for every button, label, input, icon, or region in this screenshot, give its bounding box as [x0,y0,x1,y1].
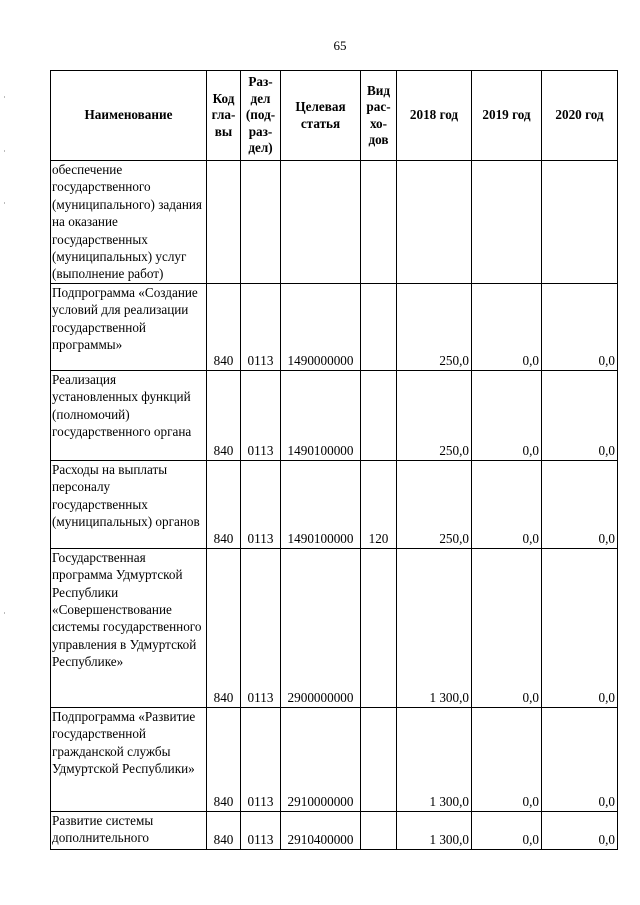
table-row [51,707,618,811]
table-row [51,460,618,548]
row-value-2020: 0,0 [542,283,618,370]
row-chapter-code: 840 [207,370,241,460]
row-chapter-code: 840 [207,460,241,548]
header-name: Наименование [51,71,207,161]
row-chapter-code: 840 [207,283,241,370]
scan-mark [4,150,5,152]
row-value-2020 [542,161,618,284]
row-name: Государственная программа Удмуртской Республики «Совершенствование системы государственного управления в Удмуртской Республике» [51,548,207,707]
scan-mark [4,612,5,614]
row-value-2019: 0,0 [472,707,542,811]
row-target-article: 2910400000 [281,811,361,849]
row-expense-type [361,283,397,370]
row-expense-type [361,161,397,284]
row-name: Развитие системы дополнительного [51,811,207,849]
row-chapter-code [207,161,241,284]
row-target-article [281,161,361,284]
row-name: обеспечение государственного (муниципального) задания на оказание государственных (муниципальных) услуг (выполнение работ) [51,161,207,284]
row-value-2020: 0,0 [542,460,618,548]
row-value-2019: 0,0 [472,370,542,460]
header-section-code: Раз- дел (под- раз- дел) [241,71,281,161]
row-value-2018: 250,0 [397,460,472,548]
scan-mark [4,202,5,204]
row-expense-type [361,548,397,707]
row-value-2020: 0,0 [542,370,618,460]
row-expense-type: 120 [361,460,397,548]
table-row [51,283,618,370]
row-value-2018: 250,0 [397,283,472,370]
row-value-2020: 0,0 [542,811,618,849]
row-value-2019: 0,0 [472,811,542,849]
row-target-article: 1490100000 [281,370,361,460]
row-value-2019: 0,0 [472,460,542,548]
row-target-article: 1490000000 [281,283,361,370]
row-value-2019: 0,0 [472,548,542,707]
row-chapter-code: 840 [207,548,241,707]
header-row [51,71,618,161]
row-value-2019: 0,0 [472,283,542,370]
table-row [51,548,618,707]
row-value-2018: 1 300,0 [397,811,472,849]
row-section-code: 0113 [241,283,281,370]
row-name: Подпрограмма «Развитие государственной гражданской службы Удмуртской Республики» [51,707,207,811]
row-expense-type [361,707,397,811]
table-row [51,161,618,284]
row-section-code: 0113 [241,707,281,811]
row-value-2018: 250,0 [397,370,472,460]
header-expense-type: Вид рас- хо- дов [361,71,397,161]
row-expense-type [361,811,397,849]
row-target-article: 1490100000 [281,460,361,548]
row-value-2018 [397,161,472,284]
row-chapter-code: 840 [207,811,241,849]
page-number: 65 [333,38,347,53]
row-value-2018: 1 300,0 [397,707,472,811]
budget-table [50,70,618,850]
row-name: Подпрограмма «Создание условий для реализации государственной программы» [51,283,207,370]
header-chapter-code: Код гла- вы [207,71,241,161]
row-name: Реализация установленных функций (полномочий) государственного органа [51,370,207,460]
header-2019: 2019 год [472,71,542,161]
row-target-article: 2910000000 [281,707,361,811]
row-value-2019 [472,161,542,284]
header-2018: 2018 год [397,71,472,161]
row-section-code: 0113 [241,460,281,548]
row-target-article: 2900000000 [281,548,361,707]
row-section-code: 0113 [241,548,281,707]
row-section-code: 0113 [241,811,281,849]
row-expense-type [361,370,397,460]
table-row [51,370,618,460]
scan-mark [4,96,5,98]
row-value-2018: 1 300,0 [397,548,472,707]
header-target-article: Целевая статья [281,71,361,161]
row-value-2020: 0,0 [542,707,618,811]
table-row [51,811,618,849]
row-chapter-code: 840 [207,707,241,811]
row-name: Расходы на выплаты персоналу государственных (муниципальных) органов [51,460,207,548]
header-2020: 2020 год [542,71,618,161]
row-section-code [241,161,281,284]
row-section-code: 0113 [241,370,281,460]
row-value-2020: 0,0 [542,548,618,707]
